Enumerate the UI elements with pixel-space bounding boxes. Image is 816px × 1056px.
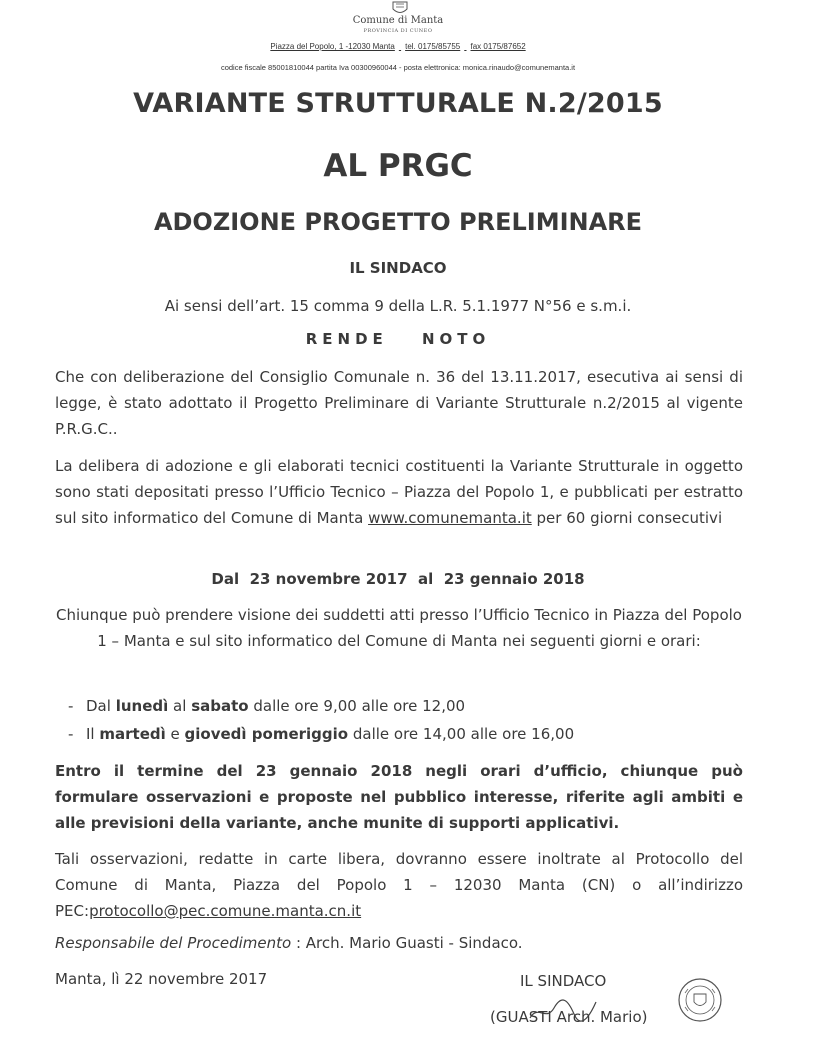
title-line-3: ADOZIONE PROGETTO PRELIMINARE — [153, 208, 643, 236]
submission-text: Tali osservazioni, redatte in carte libera, dovranno essere inoltrate al Protocollo del Comune di Manta, Piazza del Popolo 1 – 12030 Manta (CN) o all’indirizzo PEC: — [55, 850, 743, 920]
letterhead-tel: tel. 0175/85755 — [405, 42, 461, 51]
list-dash: - — [68, 725, 74, 743]
deadline-notice: Entro il termine del 23 gennaio 2018 negli orari d’ufficio, chiunque può formulare osservazioni e proposte nel pubblico interesse, riferite agli ambiti e alle previsioni della variante, anche munite di supporti applicativi. — [55, 762, 743, 832]
schedule-item — [68, 721, 574, 749]
place-date: Manta, lì 22 novembre 2017 — [55, 970, 268, 988]
responsible-line — [55, 934, 523, 952]
paragraph-deliberation: Che con deliberazione del Consiglio Comunale n. 36 del 13.11.2017, esecutiva ai sensi di legge, è stato adottato il Progetto Preliminare di Variante Strutturale n.2/2015 al vigente P.R.G.C.. — [55, 368, 743, 438]
letterhead-fax: fax 0175/87652 — [470, 42, 526, 51]
pec-link[interactable]: protocollo@pec.comune.manta.cn.it — [89, 902, 362, 920]
publication-period — [0, 570, 796, 588]
schedule-day: lunedì — [115, 697, 169, 715]
signature-title: IL SINDACO — [520, 972, 607, 990]
letterhead-fiscal-info: codice fiscale 85001810044 partita Iva 00300960044 - posta elettronica: monica.rinaudo@comunemanta.it — [220, 63, 576, 72]
sindaco-heading: IL SINDACO — [349, 259, 447, 277]
municipal-crest-icon — [389, 0, 411, 16]
schedule-pre: Dal — [86, 697, 111, 715]
schedule-day: giovedì pomeriggio — [184, 725, 349, 743]
signature-name: (GUASTI Arch. Mario) — [490, 1008, 648, 1026]
period-end: 23 gennaio 2018 — [443, 570, 585, 588]
letterhead-province: PROVINCIA DI CUNEO — [363, 28, 433, 34]
schedule-mid: e — [170, 725, 180, 743]
schedule-list — [68, 693, 574, 749]
viewing-info: Chiunque può prendere visione dei suddetti atti presso l’Ufficio Tecnico in Piazza del Popolo 1 – Manta e sul sito informatico del Comune di Manta nei seguenti giorni e orari: — [56, 606, 742, 650]
letterhead-address-line — [0, 42, 796, 51]
title-line-2: AL PRGC — [323, 148, 473, 184]
schedule-hours: dalle ore 14,00 alle ore 16,00 — [352, 725, 575, 743]
responsible-value: : Arch. Mario Guasti - Sindaco. — [295, 934, 523, 952]
letterhead-address: Piazza del Popolo, 1 -12030 Manta — [270, 42, 395, 51]
rende-noto-heading: RENDE NOTO — [305, 330, 491, 348]
schedule-day: sabato — [191, 697, 249, 715]
list-dash: - — [68, 697, 74, 715]
title-line-1: VARIANTE STRUTTURALE N.2/2015 — [133, 88, 663, 119]
responsible-label: Responsabile del Procedimento — [55, 934, 292, 952]
letterhead-name: Comune di Manta — [352, 15, 444, 26]
schedule-pre: Il — [86, 725, 95, 743]
schedule-hours: dalle ore 9,00 alle ore 12,00 — [253, 697, 466, 715]
paragraph-deposit-suffix: per 60 giorni consecutivi — [536, 509, 723, 527]
submission-info — [55, 846, 743, 924]
legal-basis: Ai sensi dell’art. 15 comma 9 della L.R. 5.1.1977 N°56 e s.m.i. — [164, 297, 632, 315]
website-link[interactable]: www.comunemanta.it — [368, 509, 532, 527]
schedule-mid: al — [173, 697, 187, 715]
paragraph-deposit-text: La delibera di adozione e gli elaborati tecnici costituenti la Variante Strutturale in oggetto sono stati depositati presso l’Ufficio Tecnico – Piazza del Popolo 1, e pubblicati per estratto sul sito informatico del Comune di Manta — [55, 457, 743, 527]
period-al: al — [417, 570, 434, 588]
period-dal: Dal — [211, 570, 240, 588]
period-start: 23 novembre 2017 — [249, 570, 408, 588]
paragraph-deposit — [55, 453, 743, 531]
schedule-item — [68, 693, 574, 721]
schedule-day: martedì — [99, 725, 166, 743]
official-stamp-icon — [677, 977, 723, 1023]
